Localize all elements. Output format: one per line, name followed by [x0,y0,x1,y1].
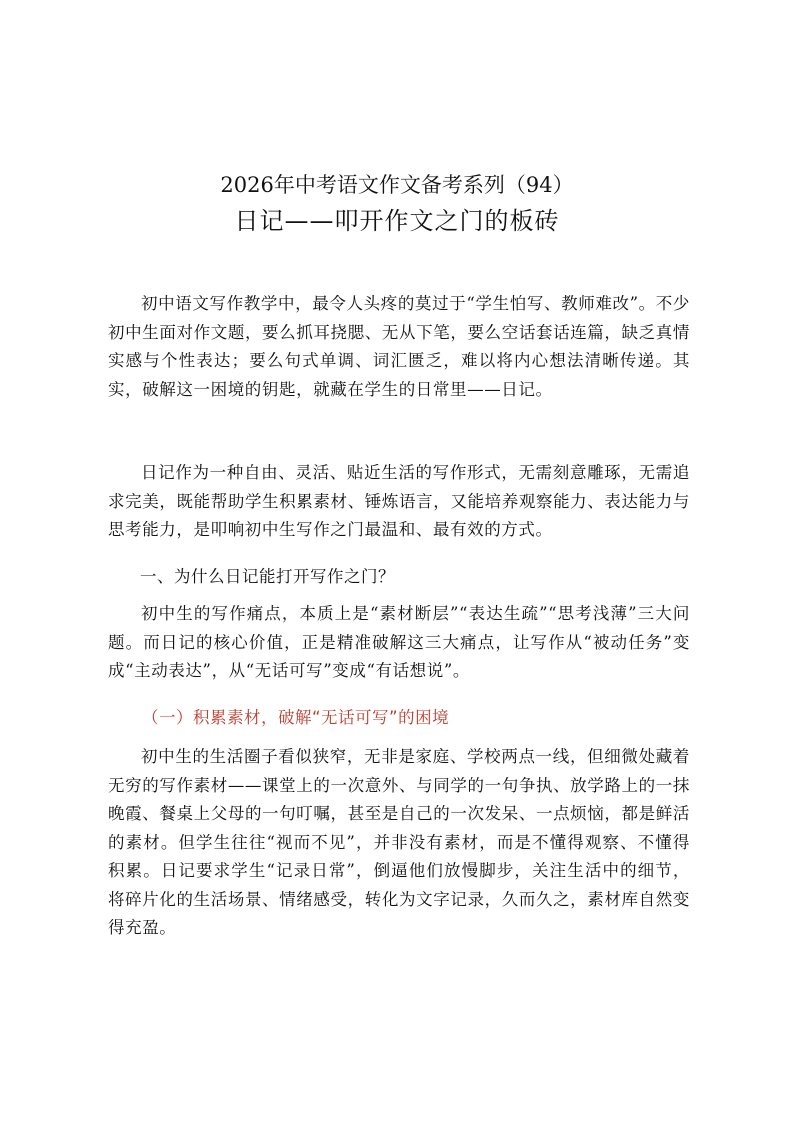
subsection-heading: （一）积累素材，破解“无话可写”的困境 [142,708,450,727]
paragraph-diary-definition: 日记作为一种自由、灵活、贴近生活的写作形式，无需刻意雕琢，无需追求完美，既能帮助学生积累素材、锤炼语言，又能培养观察能力、表达能力与思考能力，是叩响初中生写作之门最温和、最有效的方式。 [108,463,690,539]
section-heading: 一、为什么日记能打开写作之门？ [140,567,395,586]
document-subtitle: 日记——叩开作文之门的板砖 [234,207,560,235]
paragraph-materials: 初中生的生活圈子看似狭窄，无非是家庭、学校两点一线，但细微处藏着无穷的写作素材——课堂上的一次意外、与同学的一句争执、放学路上的一抹晚霞、餐桌上父母的一句叮嘱，甚至是自己的一次发呆、一点烦恼，都是鲜活的素材。但学生往往“视而不见”，并非没有素材，而是不懂得观察、不懂得积累。日记要求学生“记录日常”，倒逼他们放慢脚步，关注生活中的细节，将碎片化的生活场景、情绪感受，转化为文字记录，久而久之，素材库自然变得充盈。 [108,747,690,937]
document-title: 2026年中考语文作文备考系列（94） [220,173,574,197]
paragraph-intro: 初中语文写作教学中，最令人头疼的莫过于“学生怕写、教师难改”。不少初中生面对作文题，要么抓耳挠腮、无从下笔，要么空话套话连篇，缺乏真情实感与个性表达；要么句式单调、词汇匮乏，难以将内心想法清晰传递。其实，破解这一困境的钥匙，就藏在学生的日常里——日记。 [108,294,690,399]
paragraph-pain-points: 初中生的写作痛点，本质上是“素材断层”“表达生疏”“思考浅薄”三大问题。而日记的核心价值，正是精准破解这三大痛点，让写作从“被动任务”变成“主动表达”，从“无话可写”变成“有话想说”。 [108,604,690,680]
